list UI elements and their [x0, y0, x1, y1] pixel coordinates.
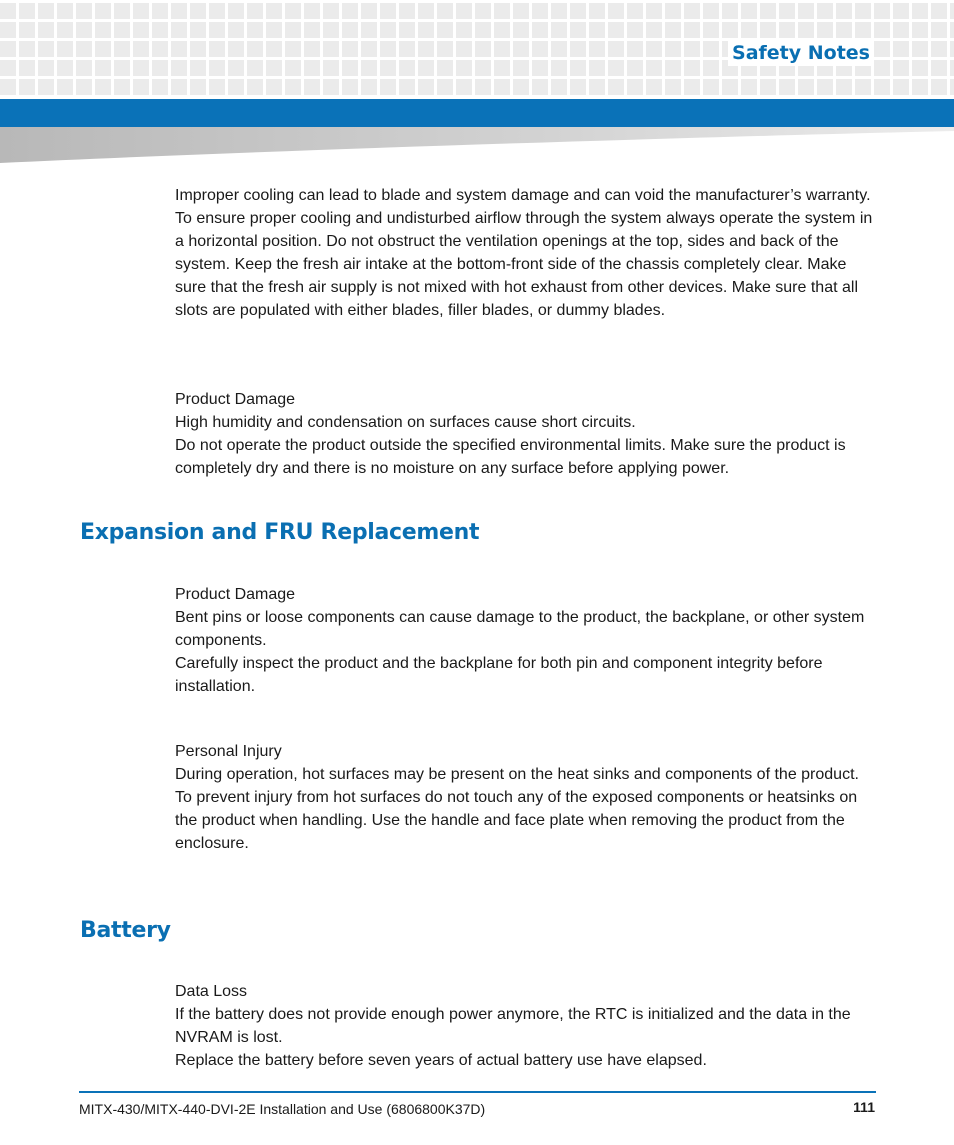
note-text: If the battery does not provide enough power anymore, the RTC is initialized and the data in the NVRAM is lost.	[175, 1006, 851, 1046]
heading-battery: Battery	[80, 918, 171, 943]
note-label: Product Damage	[175, 586, 296, 603]
header-blue-band	[0, 99, 954, 127]
battery-note-data-loss	[175, 980, 875, 1072]
note-label: Personal Injury	[175, 743, 282, 760]
note-text: To ensure proper cooling and undisturbed airflow through the system always operate the system in a horizontal position. Do not obstruct the ventilation openings at the top, sides and back of the system. Keep the fresh air intake at the bottom-front side of the chassis completely clear. Make sure that the fresh air supply is not mixed with hot exhaust from other devices. Make sure that all slots are populated with either blades, filler blades, or dummy blades.	[175, 210, 873, 319]
footer-doc-title: MITX-430/MITX-440-DVI-2E Installation and Use (6806800K37D)	[79, 1101, 486, 1117]
note-label: Data Loss	[175, 983, 248, 1000]
note-text: Improper cooling can lead to blade and system damage and can void the manufacturer’s warranty.	[175, 187, 871, 204]
page-number: 111	[853, 1099, 875, 1115]
expansion-note-damage	[175, 583, 875, 698]
note-text: During operation, hot surfaces may be present on the heat sinks and components of the product.	[175, 766, 859, 783]
note-text: Do not operate the product outside the specified environmental limits. Make sure the product is completely dry and there is no moisture on any surface before applying power.	[175, 437, 846, 477]
expansion-note-injury	[175, 740, 875, 855]
note-text: Carefully inspect the product and the backplane for both pin and component integrity before installation.	[175, 655, 823, 695]
note-text: Bent pins or loose components can cause damage to the product, the backplane, or other system components.	[175, 609, 865, 649]
humidity-note	[175, 388, 875, 480]
header-grey-swoosh	[0, 127, 954, 163]
note-text: Replace the battery before seven years of actual battery use have elapsed.	[175, 1052, 707, 1069]
note-label: Product Damage	[175, 391, 296, 408]
note-text: High humidity and condensation on surfaces cause short circuits.	[175, 414, 636, 431]
footer-rule	[79, 1091, 876, 1093]
running-section-title: Safety Notes	[728, 40, 874, 66]
note-text: To prevent injury from hot surfaces do not touch any of the exposed components or heatsinks on the product when handling. Use the handle and face plate when removing the product from the enclosure.	[175, 789, 858, 852]
heading-expansion: Expansion and FRU Replacement	[80, 520, 480, 545]
cooling-note	[175, 184, 875, 322]
